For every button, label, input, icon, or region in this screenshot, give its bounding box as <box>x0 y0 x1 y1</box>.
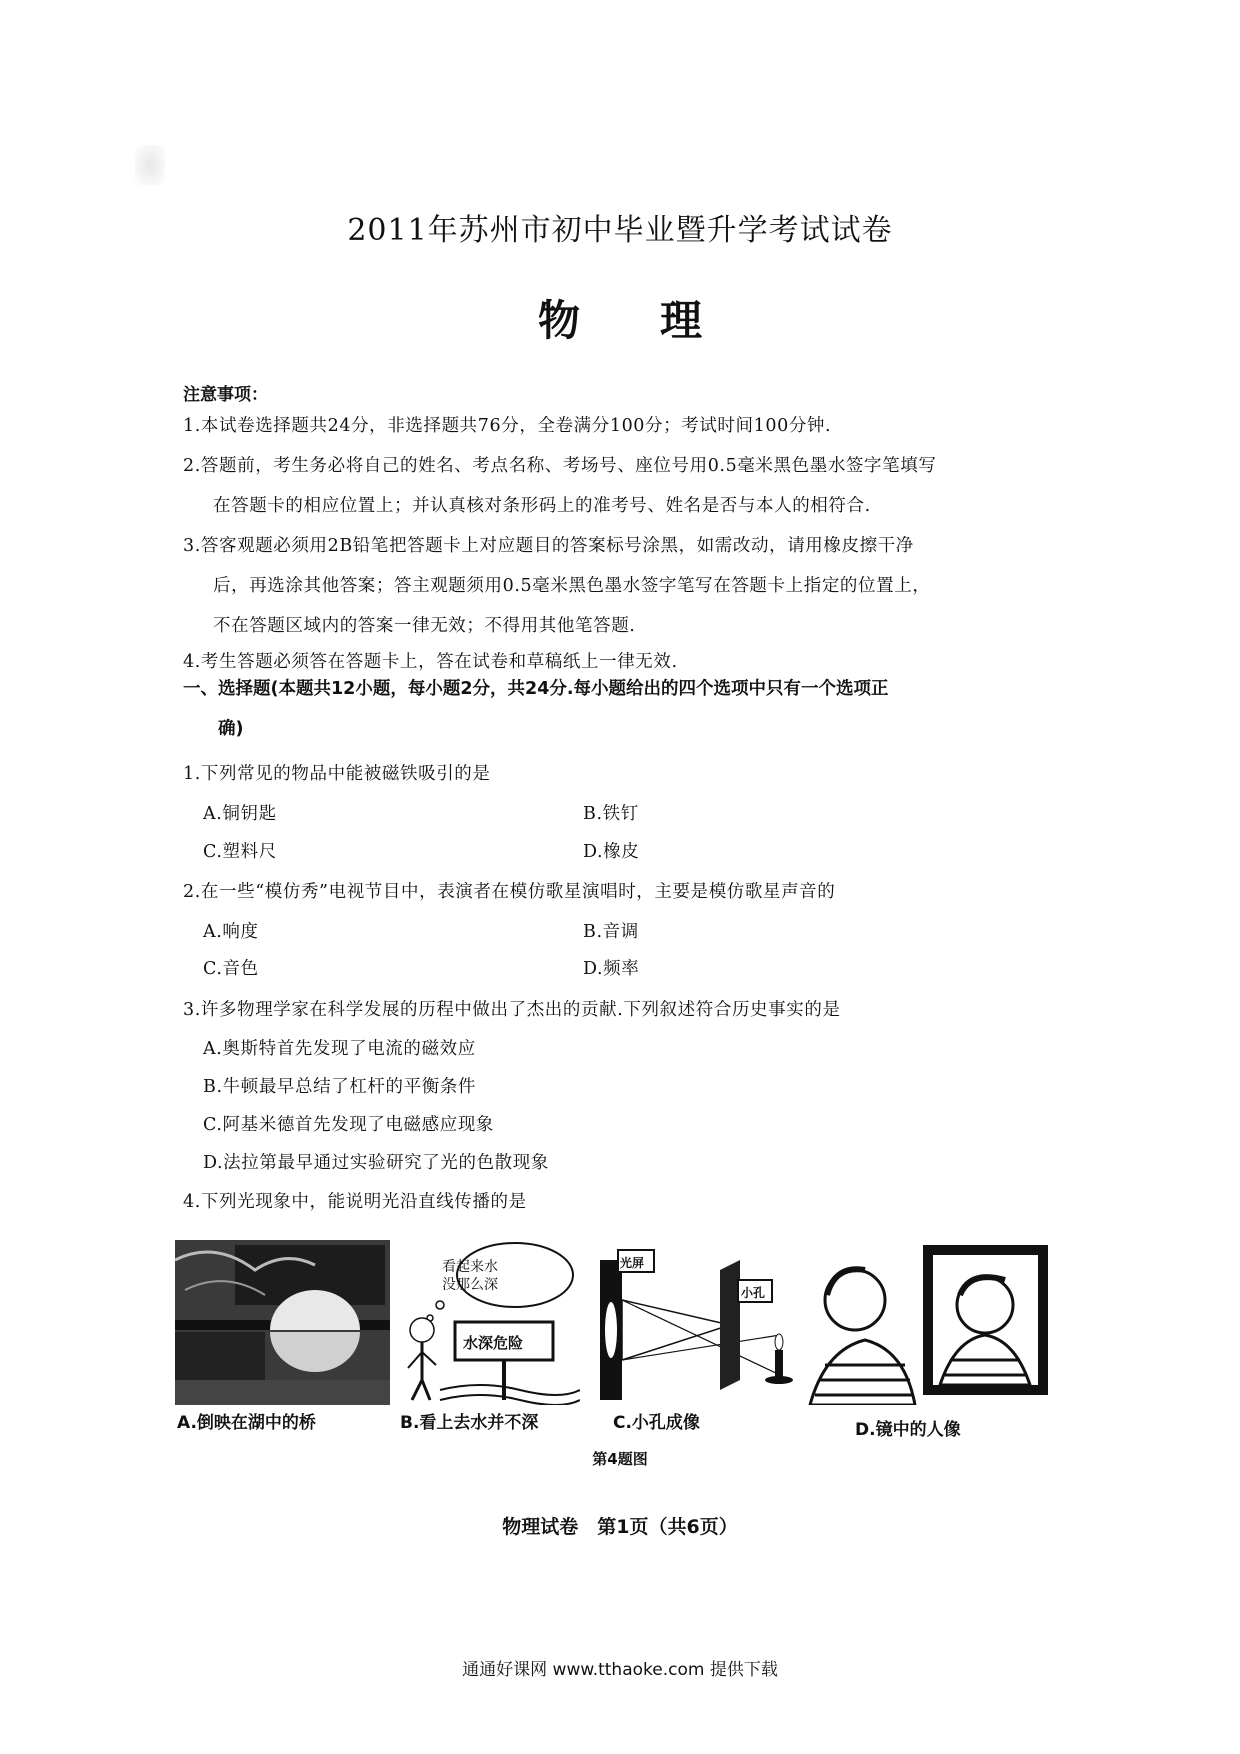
bubble-line-1: 看起来水 <box>442 1259 498 1275</box>
q1-option-c: C.塑料尺 <box>203 842 277 862</box>
bridge-reflection-image <box>175 1240 390 1405</box>
section-heading: 一、选择题(本题共12小题，每小题2分，共24分.每小题给出的四个选项中只有一个选项正 <box>183 679 889 699</box>
danger-sign-text: 水深危险 <box>463 1334 524 1352</box>
q3-option-a: A.奥斯特首先发现了电流的磁效应 <box>203 1039 476 1059</box>
notice-item-2-cont: 在答题卡的相应位置上；并认真核对条形码上的准考号、姓名是否与本人的相符合. <box>213 496 871 516</box>
bubble-line-2: 没那么深 <box>442 1277 498 1293</box>
subject-title: 物理 <box>537 296 782 345</box>
notice-item-3: 3.答客观题必须用2B铅笔把答题卡上对应题目的答案标号涂黑，如需改动，请用橡皮擦干净 <box>183 536 914 556</box>
notice-item-3-cont: 后，再选涂其他答案；答主观题须用0.5毫米黑色墨水签字笔写在答题卡上指定的位置上， <box>213 576 931 596</box>
q2-stem: 2.在一些“模仿秀”电视节目中，表演者在模仿歌星演唱时，主要是模仿歌星声音的 <box>183 882 836 902</box>
notice-item-4: 4.考生答题必须答在答题卡上，答在试卷和草稿纸上一律无效. <box>183 652 678 672</box>
screen-label: 光屏 <box>620 1256 645 1270</box>
q2-option-b: B.音调 <box>583 922 639 942</box>
thought-bubble-text <box>442 1258 498 1294</box>
q3-stem: 3.许多物理学家在科学发展的历程中做出了杰出的贡献.下列叙述符合历史事实的是 <box>183 1000 841 1020</box>
figure-title: 第4题图 <box>592 1450 648 1468</box>
question-4-figure <box>175 1240 1055 1440</box>
notice-item-3-cont2: 不在答题区域内的答案一律无效；不得用其他笔答题. <box>213 616 636 636</box>
section-heading-cont: 确) <box>218 719 244 739</box>
q1-option-d: D.橡皮 <box>583 842 640 862</box>
hole-label: 小孔 <box>741 1286 766 1300</box>
exam-title: 2011年苏州市初中毕业暨升学考试试卷 <box>347 213 893 248</box>
caption-a: A.倒映在湖中的桥 <box>177 1413 316 1433</box>
q2-option-d: D.频率 <box>583 959 640 979</box>
caption-b: B.看上去水并不深 <box>400 1413 539 1433</box>
q1-stem: 1.下列常见的物品中能被磁铁吸引的是 <box>183 764 491 784</box>
caption-d: D.镜中的人像 <box>855 1420 961 1440</box>
notice-heading: 注意事项： <box>183 385 268 405</box>
q2-option-c: C.音色 <box>203 959 259 979</box>
q3-option-b: B.牛顿最早总结了杠杆的平衡条件 <box>203 1077 477 1097</box>
q1-option-b: B.铁钉 <box>583 804 639 824</box>
download-credit: 通通好课网 www.tthaoke.com 提供下载 <box>462 1660 778 1680</box>
q3-option-c: C.阿基米德首先发现了电磁感应现象 <box>203 1115 495 1135</box>
q2-option-a: A.响度 <box>203 922 259 942</box>
page-footer: 物理试卷 第1页（共6页） <box>502 1516 738 1538</box>
notice-item-2: 2.答题前，考生务必将自己的姓名、考点名称、考场号、座位号用0.5毫米黑色墨水签字笔填写 <box>183 456 937 476</box>
q3-option-d: D.法拉第最早通过实验研究了光的色散现象 <box>203 1153 549 1173</box>
mirror-image <box>805 1240 1055 1405</box>
caption-c: C.小孔成像 <box>613 1413 700 1433</box>
q4-stem: 4.下列光现象中，能说明光沿直线传播的是 <box>183 1192 527 1212</box>
notice-item-1: 1.本试卷选择题共24分，非选择题共76分，全卷满分100分；考试时间100分钟. <box>183 416 832 436</box>
q1-option-a: A.铜钥匙 <box>203 804 277 824</box>
scan-smudge <box>135 145 165 185</box>
